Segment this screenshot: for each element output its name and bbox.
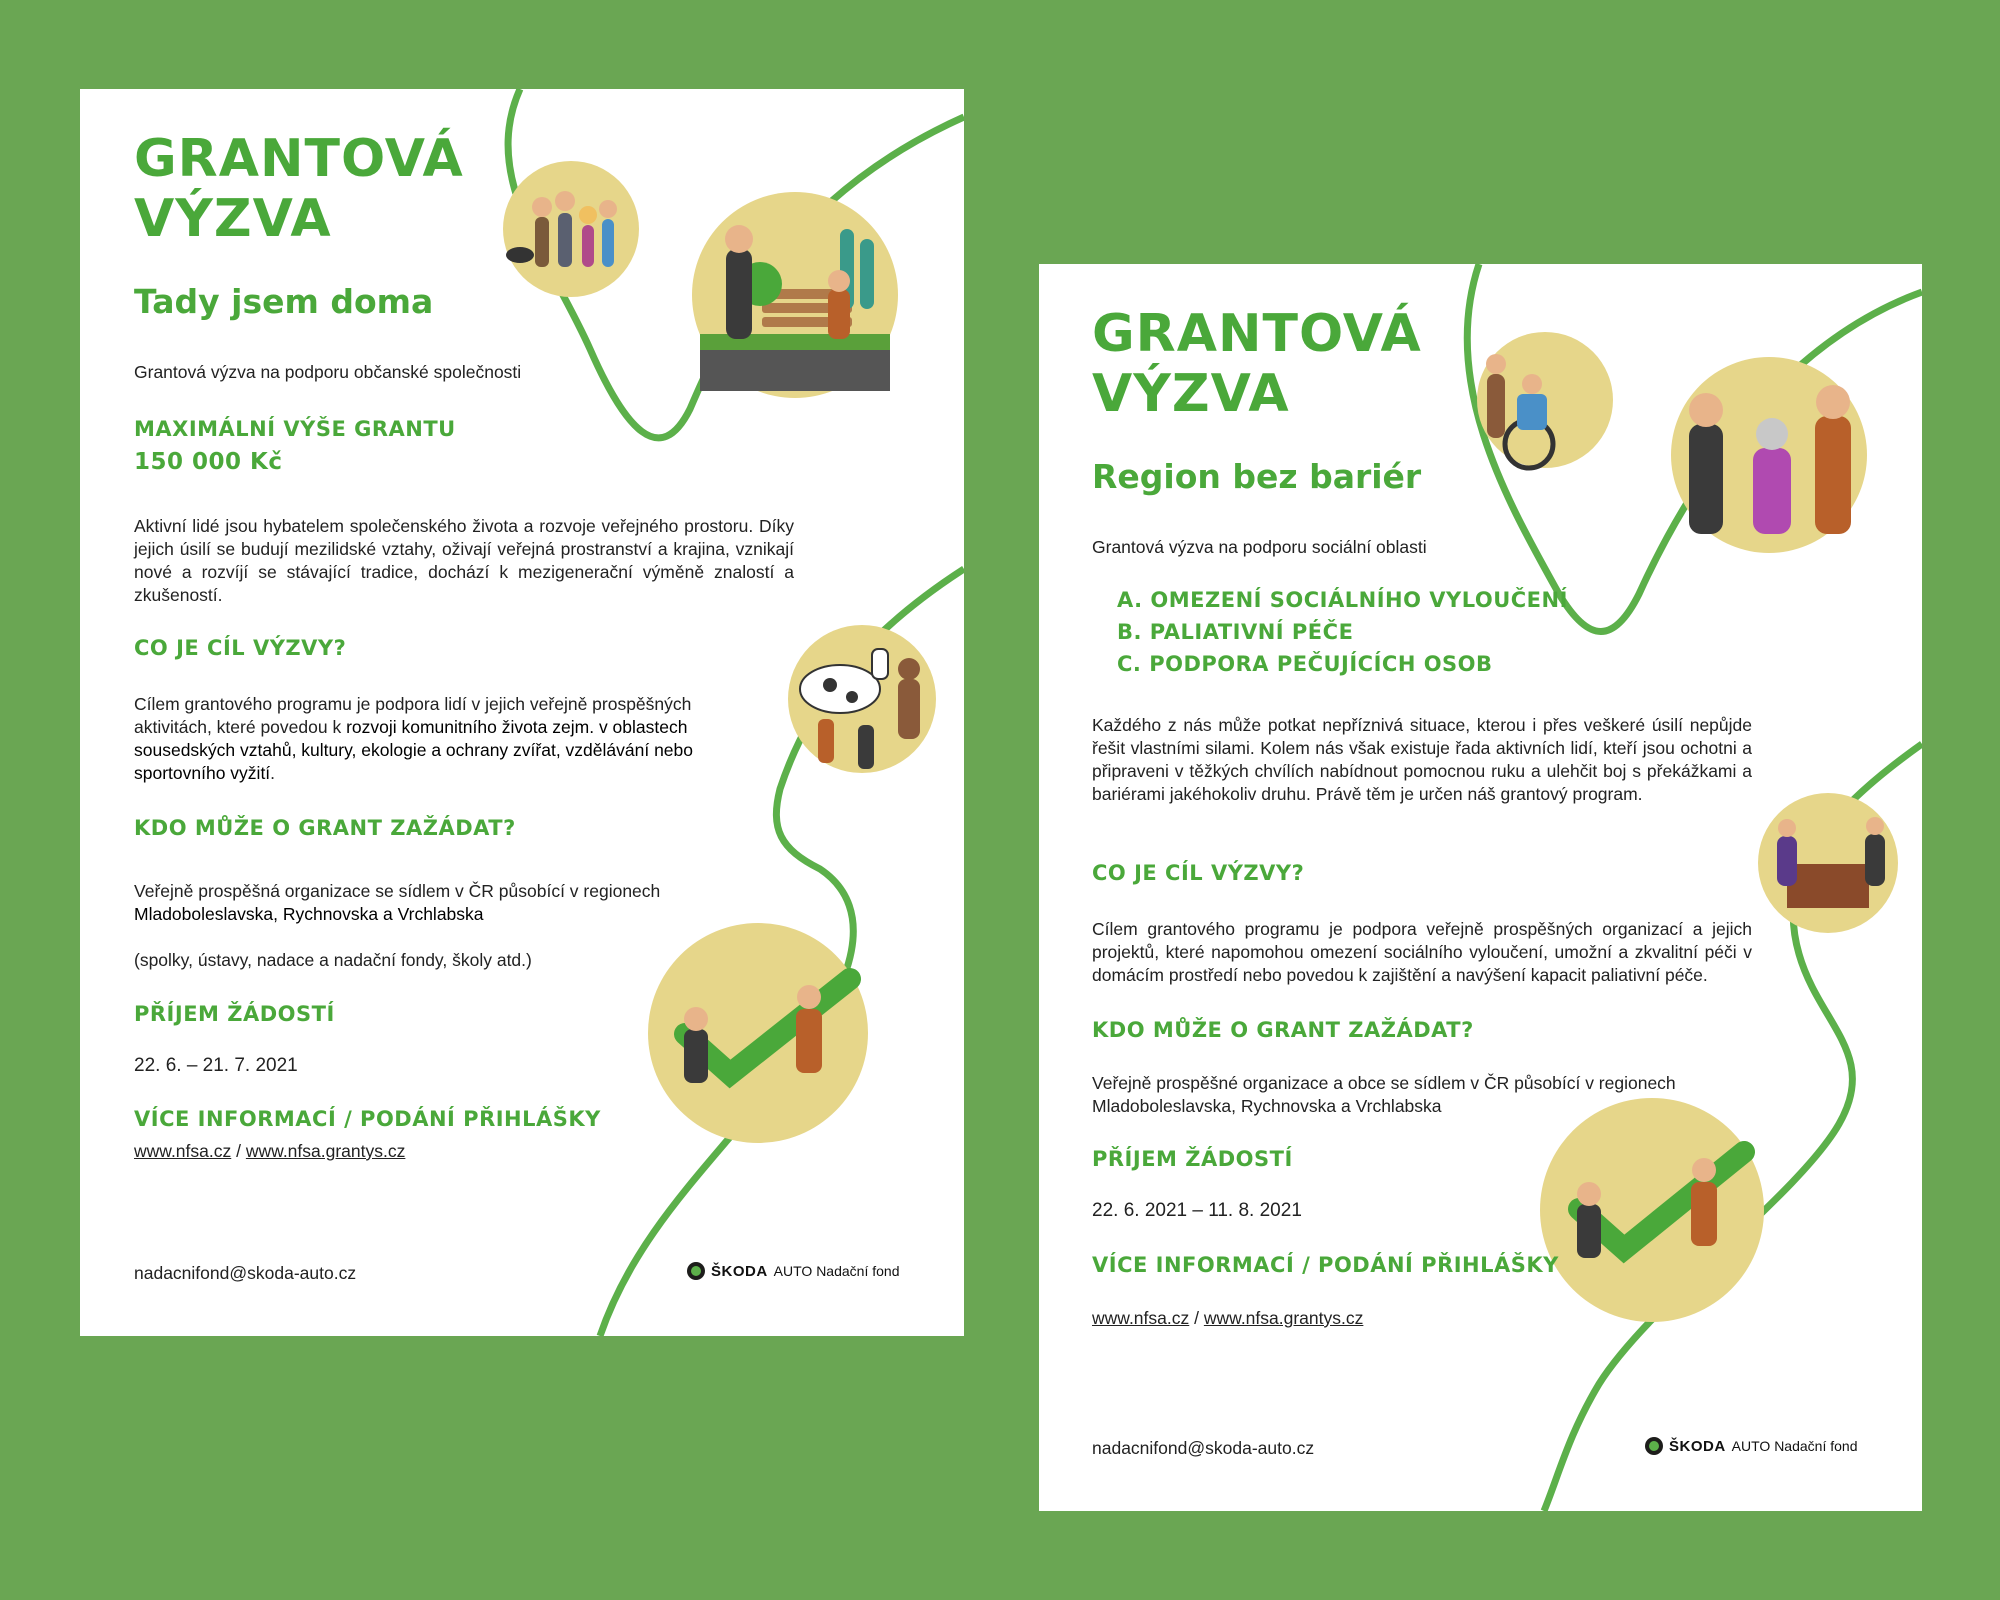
intro-text: Grantová výzva na podporu sociální oblasti [1092,537,1427,557]
grantys-link[interactable]: www.nfsa.grantys.cz [245,1141,406,1161]
who-note: (spolky, ústavy, nadace a nadační fondy, školy atd.) [134,950,532,970]
description-text: Aktivní lidé jsou hybatelem společenského života a rozvoje veřejného prostoru. Díky jejich úsilí se budují mezilidské vztahy, oživají veřejná prostranství a krajina, vznikají nové a rozvíjí se stávající tradice, dochází k mezigenerační výměně znalostí a zkušeností. [134,516,794,605]
focus-list [1117,584,1568,680]
who-text: Veřejně prospěšné organizace a obce se sídlem v ČR působící v regionech Mladoboleslavska, Rychnovska a Vrchlabska [1092,1073,1676,1116]
skoda-logo [1645,1437,1857,1455]
title-line-1: GRANTOVÁ [1092,304,1422,364]
grantys-link[interactable]: www.nfsa.grantys.cz [1203,1308,1364,1328]
poster-subtitle: Region bez bariér [1092,457,1422,496]
intake-heading: PŘÍJEM ŽÁDOSTÍ [1092,1147,1293,1171]
description-text: Každého z nás může potkat nepříznivá situace, kterou i přes veškeré úsilí nepůjde řešit vlastními silami. Kolem nás však existuje řada aktivních lidí, kteří jsou ochotni a připraveni v těžkých chvílích nabídnout pomocnou ruku a ulehčit boj s překážkami a bariérami jakéhokoliv druhu. Právě těm je určen náš grantový program. [1092,715,1752,804]
logo-brand: ŠKODA [711,1262,768,1280]
logo-sub: AUTO Nadační fond [773,1263,900,1279]
bbq-family-illustration [503,161,639,297]
title-line-2: VÝZVA [1092,364,1290,424]
goal-text-highlight: rozvoji komunitního života zejm. v oblastech sousedských vztahů, kultury, ekologie a ochrany zvířat, vzdělávání nebo sportovního vyžití [134,717,694,783]
contact-email: nadacnifond@skoda-auto.cz [1092,1438,1315,1458]
poster-left [80,89,964,1336]
wheelchair-illustration [1477,332,1613,468]
checkmark-illustration [1540,1098,1764,1322]
title-line-2: VÝZVA [134,189,332,249]
goal-text-plain: Cílem grantového programu je podpora lidí v jejich veřejně prospěšných aktivitách, které povedou k [134,694,692,737]
poster-title [1092,304,1422,424]
who-text [134,880,754,926]
cow-animals-illustration [788,625,936,773]
info-heading: VÍCE INFORMACÍ / PODÁNÍ PŘIHLÁŠKY [1092,1253,1559,1277]
intake-dates: 22. 6. – 21. 7. 2021 [134,1055,298,1076]
goal-text [134,693,754,785]
who-heading: KDO MŮŽE O GRANT ZAŽÁDAT? [1092,1018,1474,1042]
info-heading: VÍCE INFORMACÍ / PODÁNÍ PŘIHLÁŠKY [134,1107,601,1131]
office-meeting-illustration [1758,793,1898,933]
nfsa-link[interactable]: www.nfsa.cz [134,1141,232,1161]
contact-email: nadacnifond@skoda-auto.cz [134,1263,357,1283]
goal-heading: CO JE CÍL VÝZVY? [134,636,347,660]
max-grant-heading: MAXIMÁLNÍ VÝŠE GRANTU [134,417,456,441]
focus-item: C. PODPORA PEČUJÍCÍCH OSOB [1117,652,1493,676]
intake-dates: 22. 6. 2021 – 11. 8. 2021 [1092,1200,1302,1221]
who-heading: KDO MŮŽE O GRANT ZAŽÁDAT? [134,816,516,840]
link-separator: / [1194,1308,1199,1328]
seniors-illustration [1671,357,1867,553]
focus-item: A. OMEZENÍ SOCIÁLNÍHO VYLOUČENÍ [1117,588,1568,612]
park-bench-illustration [692,192,898,398]
poster-subtitle: Tady jsem doma [134,282,434,321]
who-regions: Mladoboleslavska, Rychnovska a Vrchlabska [134,904,484,924]
poster-right [1039,264,1922,1511]
logo-sub: AUTO Nadační fond [1731,1438,1858,1454]
focus-item: B. PALIATIVNÍ PÉČE [1117,620,1354,644]
goal-heading: CO JE CÍL VÝZVY? [1092,861,1305,885]
max-grant-amount: 150 000 Kč [134,449,283,475]
poster-title [134,129,464,249]
goal-text-end: . [270,763,276,783]
link-separator: / [236,1141,241,1161]
title-line-1: GRANTOVÁ [134,129,464,189]
who-text-main: Veřejně prospěšná organizace se sídlem v ČR působící v regionech [134,881,661,901]
intake-heading: PŘÍJEM ŽÁDOSTÍ [134,1002,335,1026]
intro-text: Grantová výzva na podporu občanské společnosti [134,362,522,382]
skoda-logo-icon [687,1262,705,1280]
nfsa-link[interactable]: www.nfsa.cz [1092,1308,1190,1328]
skoda-logo [687,1262,899,1280]
info-links [134,1140,405,1163]
checkmark-illustration [648,923,868,1143]
goal-text: Cílem grantového programu je podpora veřejně prospěšných organizací a jejich projektů, které napomohou omezení sociálního vyloučení, umožní a zkvalitní péči v domácím prostředí nebo povedou k zajištění a navýšení kapacit paliativní péče. [1092,919,1752,985]
logo-brand: ŠKODA [1669,1437,1726,1455]
skoda-logo-icon [1645,1437,1663,1455]
info-links [1092,1307,1363,1330]
